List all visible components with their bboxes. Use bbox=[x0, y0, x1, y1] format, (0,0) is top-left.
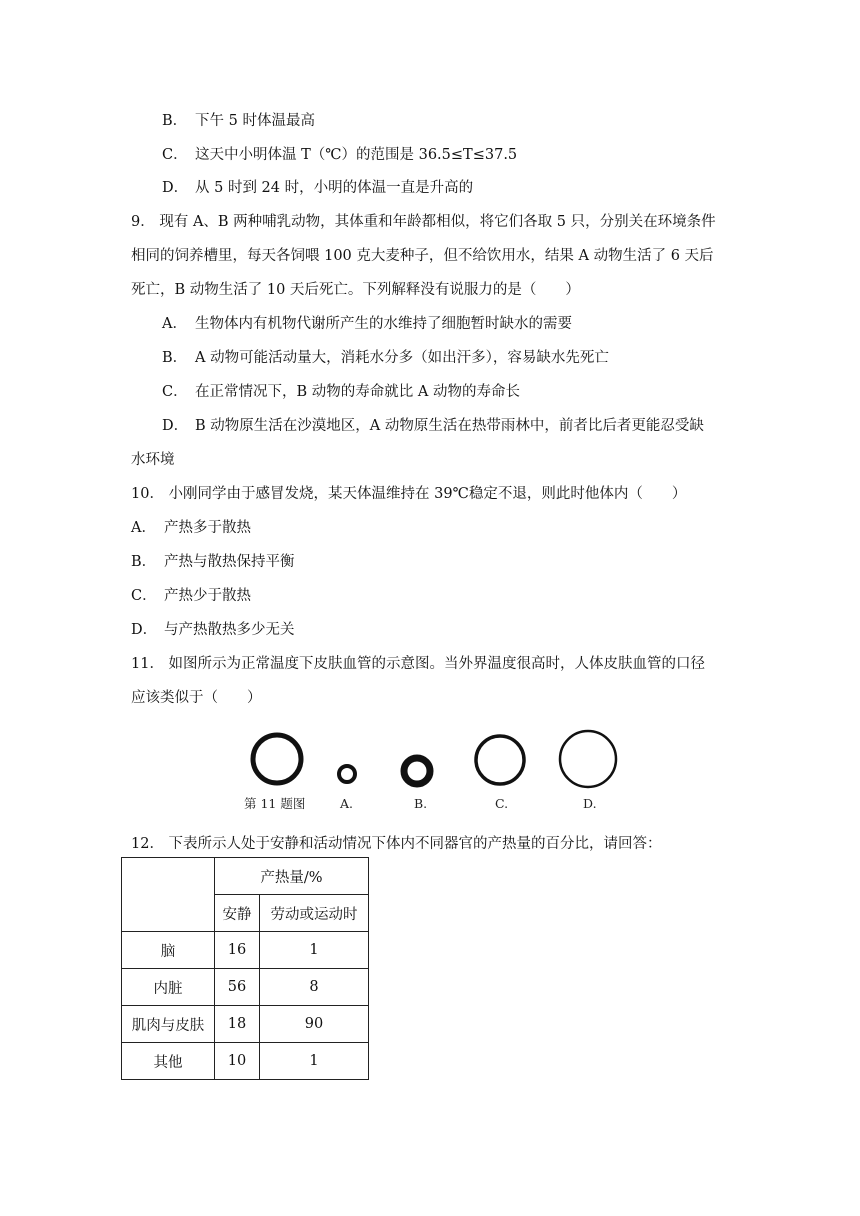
option-text: 下午 5 时体温最高 bbox=[195, 113, 315, 129]
figure-label-a: A. bbox=[340, 796, 354, 811]
figure-caption: 第 11 题图 bbox=[244, 796, 306, 811]
q9-option-d-continuation: 水环境 bbox=[131, 452, 175, 468]
q9-stem-line2: 相同的饲养槽里，每天各饲喂 100 克大麦种子，但不给饮用水，结果 A 动物生活了 6 天后 bbox=[131, 248, 714, 264]
q9-option-d bbox=[162, 416, 704, 436]
table-group-header: 产热量/% bbox=[215, 858, 369, 895]
option-text: 产热与散热保持平衡 bbox=[164, 554, 295, 570]
q10-option-d bbox=[131, 620, 295, 640]
organ-cell: 脑 bbox=[122, 932, 215, 969]
heat-production-table bbox=[121, 857, 369, 1080]
table-header-row bbox=[122, 858, 369, 895]
q10-option-a bbox=[131, 518, 251, 538]
option-label: C． bbox=[162, 147, 188, 163]
vessel-ring-c bbox=[476, 736, 524, 784]
option-text: 这天中小明体温 T（℃）的范围是 36.5≤T≤37.5 bbox=[195, 147, 518, 163]
normal-vessel-ring bbox=[253, 735, 301, 783]
q9-stem-line3: 死亡，B 动物生活了 10 天后死亡。下列解释没有说服力的是（ ） bbox=[131, 282, 580, 298]
option-label: B． bbox=[131, 554, 157, 570]
table-corner-cell bbox=[122, 858, 215, 932]
q12-stem: 12． 下表所示人处于安静和活动情况下体内不同器官的产热量的百分比，请回答： bbox=[131, 836, 662, 852]
option-label: B． bbox=[162, 350, 188, 366]
vessel-ring-d bbox=[560, 731, 616, 787]
active-cell: 90 bbox=[260, 1006, 369, 1043]
option-text: 产热少于散热 bbox=[164, 588, 251, 604]
option-label: D． bbox=[162, 180, 189, 196]
option-label: D． bbox=[162, 418, 189, 434]
option-text: A 动物可能活动量大，消耗水分多（如出汗多），容易缺水先死亡 bbox=[195, 350, 609, 366]
vessel-ring-b bbox=[404, 758, 430, 784]
option-label: C． bbox=[162, 384, 188, 400]
option-label: C． bbox=[131, 588, 157, 604]
table-row bbox=[122, 932, 369, 969]
table-row bbox=[122, 1006, 369, 1043]
table-row bbox=[122, 1043, 369, 1080]
q10-stem: 10． 小刚同学由于感冒发烧，某天体温维持在 39℃稳定不退，则此时他体内（ ） bbox=[131, 486, 687, 502]
option-text: 与产热散热多少无关 bbox=[164, 622, 295, 638]
figure-label-d: D. bbox=[583, 796, 597, 811]
option-text: B 动物原生活在沙漠地区，A 动物原生活在热带雨林中，前者比后者更能忍受缺 bbox=[195, 418, 704, 434]
vessel-ring-a bbox=[339, 766, 355, 782]
rest-cell: 10 bbox=[215, 1043, 260, 1080]
option-text: 从 5 时到 24 时，小明的体温一直是升高的 bbox=[195, 180, 474, 196]
q8-option-d bbox=[162, 178, 473, 198]
q10-option-b bbox=[131, 552, 295, 572]
active-cell: 8 bbox=[260, 969, 369, 1006]
organ-cell: 肌肉与皮肤 bbox=[122, 1006, 215, 1043]
q11-stem-line2: 应该类似于（ ） bbox=[131, 690, 262, 706]
figure-label-b: B. bbox=[414, 796, 428, 811]
option-label: A． bbox=[162, 316, 187, 332]
q10-option-c bbox=[131, 586, 251, 606]
q9-stem-line1: 9． 现有 A、B 两种哺乳动物，其体重和年龄都相似，将它们各取 5 只，分别关在环境条件 bbox=[131, 214, 716, 230]
rest-cell: 18 bbox=[215, 1006, 260, 1043]
option-label: B． bbox=[162, 113, 188, 129]
col-header-rest: 安静 bbox=[215, 895, 260, 932]
organ-cell: 内脏 bbox=[122, 969, 215, 1006]
q9-option-a bbox=[162, 314, 572, 334]
figure-label-c: C. bbox=[495, 796, 509, 811]
active-cell: 1 bbox=[260, 932, 369, 969]
rest-cell: 16 bbox=[215, 932, 260, 969]
rest-cell: 56 bbox=[215, 969, 260, 1006]
col-header-active: 劳动或运动时 bbox=[260, 895, 369, 932]
active-cell: 1 bbox=[260, 1043, 369, 1080]
option-text: 生物体内有机物代谢所产生的水维持了细胞暂时缺水的需要 bbox=[195, 316, 572, 332]
option-label: A． bbox=[131, 520, 156, 536]
q9-option-b bbox=[162, 348, 609, 368]
q8-option-c bbox=[162, 145, 517, 165]
organ-cell: 其他 bbox=[122, 1043, 215, 1080]
option-text: 产热多于散热 bbox=[164, 520, 251, 536]
option-label: D． bbox=[131, 622, 158, 638]
q8-option-b bbox=[162, 111, 315, 131]
q11-stem-line1: 11． 如图所示为正常温度下皮肤血管的示意图。当外界温度很高时，人体皮肤血管的口径 bbox=[131, 656, 706, 672]
table-row bbox=[122, 969, 369, 1006]
option-text: 在正常情况下，B 动物的寿命就比 A 动物的寿命长 bbox=[195, 384, 520, 400]
q9-option-c bbox=[162, 382, 520, 402]
vessel-figure bbox=[240, 727, 620, 819]
